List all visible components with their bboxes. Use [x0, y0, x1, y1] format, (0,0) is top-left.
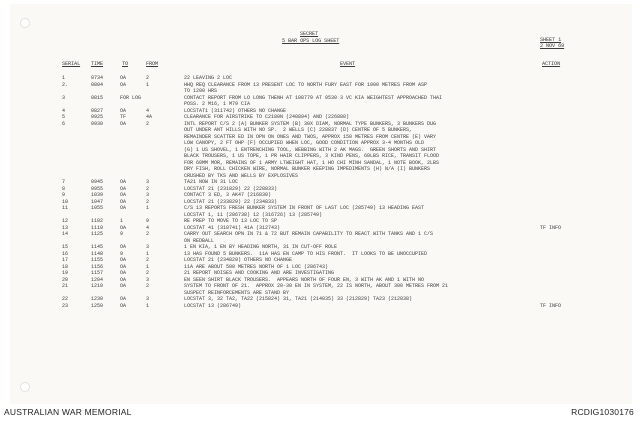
log-action: TF INFO [540, 302, 562, 309]
log-event: LOCSTAT1 (311742) OTHERS NO CHANGE [184, 107, 287, 114]
log-time: 1155 [91, 257, 104, 263]
log-to: OA [120, 75, 127, 81]
log-to: 1 [120, 218, 124, 224]
log-serial: 11 [62, 205, 69, 211]
log-to: OA [120, 205, 127, 211]
log-serial: 9 [62, 192, 66, 198]
log-event: TO 1200 HRS [184, 88, 218, 94]
log-from: 2 [146, 257, 150, 263]
log-sheet [10, 4, 632, 404]
log-time: 1157 [91, 270, 104, 276]
log-to: OA [120, 198, 127, 205]
log-time: 1055 [91, 205, 104, 211]
log-event: 11A ARE ABOUT 500 METRES NORTH OF 1 LOC (286743) [184, 263, 329, 270]
log-to: OA [120, 302, 127, 309]
log-time: 0815 [91, 94, 104, 101]
log-from: 2 [146, 120, 150, 127]
log-to: 9 [120, 250, 124, 257]
log-from: 9 [146, 218, 150, 224]
log-time: 0930 [91, 120, 104, 127]
footer-source: AUSTRALIAN WAR MEMORIAL [4, 407, 132, 417]
log-event: C/S 13 REPORTS FRESH BUNKER SYSTEM IN FRONT OF LAST LOC (285749) 13 HEADING EAST [184, 205, 425, 211]
log-time: 0925 [91, 114, 104, 120]
log-serial: 21 [62, 283, 69, 289]
log-time: 1148 [91, 250, 104, 257]
punch-hole [20, 382, 30, 392]
log-from: 3 [146, 276, 150, 283]
log-to: OA [120, 283, 127, 289]
log-to: OA [120, 244, 127, 250]
log-event: BLACK TROUSERS, 1 US TOPE, 1 PR HAIR CLIPPERS, 3 KIND PENS, 60LBS RICE, TRANSIT FLOOD [184, 153, 440, 159]
log-serial: 20 [62, 276, 69, 283]
log-to: OA [120, 263, 127, 270]
footer-record-id: RCDIG1030176 [571, 407, 634, 417]
log-event: INTL REPORT C/S 2 (A) BUNKER SYSTEM (B) 30X DIAM, NORMAL TYPE BUNKERS, 3 BUNKERS DUG [184, 120, 437, 127]
log-time: 0945 [91, 179, 104, 185]
log-serial: 19 [62, 270, 69, 276]
log-serial: 10 [62, 198, 69, 205]
log-time: 1047 [91, 198, 104, 205]
log-serial: 1 [62, 75, 66, 81]
log-time: 1156 [91, 263, 104, 270]
log-event: LOCSTAT 41 (310741) 41A (312743) [184, 224, 281, 231]
log-from: 3 [146, 179, 150, 185]
log-from: 4 [146, 107, 150, 114]
log-from: 1 [146, 250, 150, 257]
log-event: SYSTEM TO FRONT OF 21. APPROX 20-30 EN IN SYSTEM, 22 IS NORTH, ABOUT 300 METRES FROM 21 [184, 283, 449, 289]
log-to: OA [120, 270, 127, 276]
log-to: OA [120, 185, 127, 192]
log-event: CONTACT 3 ED, 3 AK47 (216830) [184, 192, 272, 198]
log-event: RE PREP TO MOVE TO 13 LOC TO SP [184, 218, 278, 224]
log-event: (G) 1 US SHOVEL, 1 ENTRENCHING TOOL, WEBBING WITH 2 AK MAGS. GREEN SHORTS AND SHIRT [184, 146, 437, 153]
log-serial: 7 [62, 179, 66, 185]
log-event: ON REDBALL [184, 237, 215, 244]
log-to: OA [120, 120, 127, 127]
log-to: OA [120, 296, 127, 302]
log-event: FOR 60MM MOR, REMAINS OF 1 ARMY LTWEIGHT HAT, 1 HO CHI MINH SANDAL, 1 NOTE BOOK, 2LBS [184, 159, 440, 166]
log-time: 1102 [91, 218, 104, 224]
log-serial: 12 [62, 218, 69, 224]
log-event: HHQ REQ CLEARANCE FROM 13 PRESENT LOC TO NORTH FURY EAST FOR 1000 METRES FROM ASP [184, 81, 428, 88]
log-time: 0734 [91, 75, 104, 81]
log-event: LOCSTAT 21 (233829) 22 (234833) [184, 198, 278, 205]
col-header-to: TO [122, 61, 129, 67]
sheet-number: SHEET 1 [540, 37, 562, 43]
log-to: OA [120, 179, 127, 185]
log-event: 21 REPORT NOISES AND COOKING AND ARE INVESTIGATING [184, 270, 335, 276]
log-event: CLEARANCE FOR AIRSTRIKE TO C2180N (240894) AND (226880) [184, 114, 350, 120]
classification-heading: SECRET [300, 31, 319, 37]
punch-hole [20, 18, 30, 28]
sheet-date: 2 NOV 69 [540, 43, 565, 49]
log-event: POSS. 2 M16, 1 M79 CIA [184, 101, 251, 107]
log-serial: 22 [62, 296, 69, 302]
log-from: 4A [146, 114, 153, 120]
log-from: 3 [146, 296, 150, 302]
log-time: 1039 [91, 192, 104, 198]
log-from: 4 [146, 224, 150, 231]
log-action: TF INFO [540, 224, 562, 231]
log-from: 2 [146, 185, 150, 192]
log-time: 1250 [91, 302, 104, 309]
log-serial: 3 [62, 94, 66, 101]
log-serial: 17 [62, 257, 69, 263]
log-event: 22 LEAVING 2 LOC [184, 75, 233, 81]
col-header-event: EVENT [340, 61, 356, 67]
col-header-serial: SERIAL [62, 61, 81, 67]
log-from: 2 [146, 231, 150, 237]
log-serial: 4 [62, 107, 66, 114]
log-row [10, 303, 632, 310]
log-to: TF [120, 114, 127, 120]
log-event: SUSPECT REINFORCEMENTS ARE STAND BY [184, 289, 290, 296]
log-serial: 18 [62, 263, 69, 270]
log-to: FOR LOG [120, 94, 142, 101]
log-time: 1210 [91, 283, 104, 289]
log-event: CRUSHED BY TKS AND WELLS BY EXPLOSIVES [184, 172, 299, 179]
log-from: 3 [146, 244, 150, 250]
log-to: OA [120, 107, 127, 114]
col-header-from: FROM [146, 61, 159, 67]
log-from: 1 [146, 263, 150, 270]
log-event: EN SEEN SHIRT BLACK TROUSERS. APPEARS NORTH OF FOUR EN, 3 WITH AK AND 1 WITH NO [184, 276, 425, 283]
log-event: 13 HAS FOUND 5 BUNKERS. 11A HAS EN CAMP TO HIS FRONT. IT LOOKS TO BE UNOCCUPIED [184, 250, 428, 257]
log-time: 1230 [91, 296, 104, 302]
log-to: OA [120, 257, 127, 263]
log-event: LOCSTAT 21 (231829) 22 (228833) [184, 185, 278, 192]
log-from: 2 [146, 270, 150, 276]
log-event: LOCSTAT 21 (234829) OTHERS NO CHANGE [184, 257, 293, 263]
log-serial: 2. [62, 81, 69, 88]
log-event: 1 EN KIA, 1 EN BY HEADING NORTH, 31 IN CUT-OFF ROLE [184, 244, 338, 250]
log-event: CONTACT REPORT FROM LO LONG THENH AT 108779 AT 0530 3 VC KIA WEIGHTEST APPROACHED THAI [184, 94, 443, 101]
log-event: CARRY OUT SEARCH OPN IN 71 & 72 BUT REMAIN CAPABILITY TO REACT WITH TANKS AND 1 C/S [184, 231, 434, 237]
log-event: TA21 NOW IN 31 LOC [184, 179, 239, 185]
log-time: 0827 [91, 107, 104, 114]
col-header-action: ACTION [542, 61, 561, 67]
log-event: OUT UNDER ANT HILLS WITH NO SP. 2 WELLS (C) 228837 (D) CENTRE OF 5 BUNKERS, [184, 127, 413, 133]
log-to: OA [120, 276, 127, 283]
log-from: 1 [146, 302, 150, 309]
log-event: LOCSTAT 13 (286749) [184, 302, 242, 309]
log-time: 1125 [91, 231, 104, 237]
log-from: 2 [146, 75, 150, 81]
log-serial: 13 [62, 224, 69, 231]
log-from: 2 [146, 198, 150, 205]
log-to: OA [120, 192, 127, 198]
log-time: 1145 [91, 244, 104, 250]
log-time: 0804 [91, 81, 104, 88]
log-event: LOCSTAT 1, 11 (286738) 12 (316726) 13 (285749) [184, 211, 323, 218]
sheet-title: 5 BAR OPS LOG SHEET [282, 38, 340, 44]
log-event: DRY FISH, ROLL CHICKEN WIRE, NORMAL BUNKER KEEPING IMPEDIMENTS (H) N/A (I) BUNKERS [184, 166, 431, 172]
log-time: 1204 [91, 276, 104, 283]
log-to: 9 [120, 231, 124, 237]
log-from: 1 [146, 81, 150, 88]
log-time: 1110 [91, 224, 104, 231]
log-serial: 16 [62, 250, 69, 257]
log-to: OA [120, 81, 127, 88]
log-from: 2 [146, 283, 150, 289]
log-from: 3 [146, 192, 150, 198]
log-serial: 8 [62, 185, 66, 192]
log-serial: 23 [62, 302, 69, 309]
log-serial: 15 [62, 244, 69, 250]
log-serial: 6 [62, 120, 66, 127]
log-event: REMAINDER SCATTER ED IN OPN ON ONES AND TWOS, APPROX 150 METRES FROM CENTRE (E) VARY [184, 133, 437, 140]
log-event: LOW CANOPY, 2 FT OHP (F) OCCUPIED WHEN LOC, GOOD CONDITION APPROX 3-4 MONTHS OLD [184, 140, 425, 146]
log-time: 0955 [91, 185, 104, 192]
log-serial: 14 [62, 231, 69, 237]
log-from: 1 [146, 205, 150, 211]
log-to: OA [120, 224, 127, 231]
log-serial: 5 [62, 114, 66, 120]
log-event: LOCSTAT 3, 32 TA2, TA22 (215824) 31, TA21 (214835) 33 (212829) TA23 (212838) [184, 296, 413, 302]
col-header-time: TIME [91, 61, 104, 67]
